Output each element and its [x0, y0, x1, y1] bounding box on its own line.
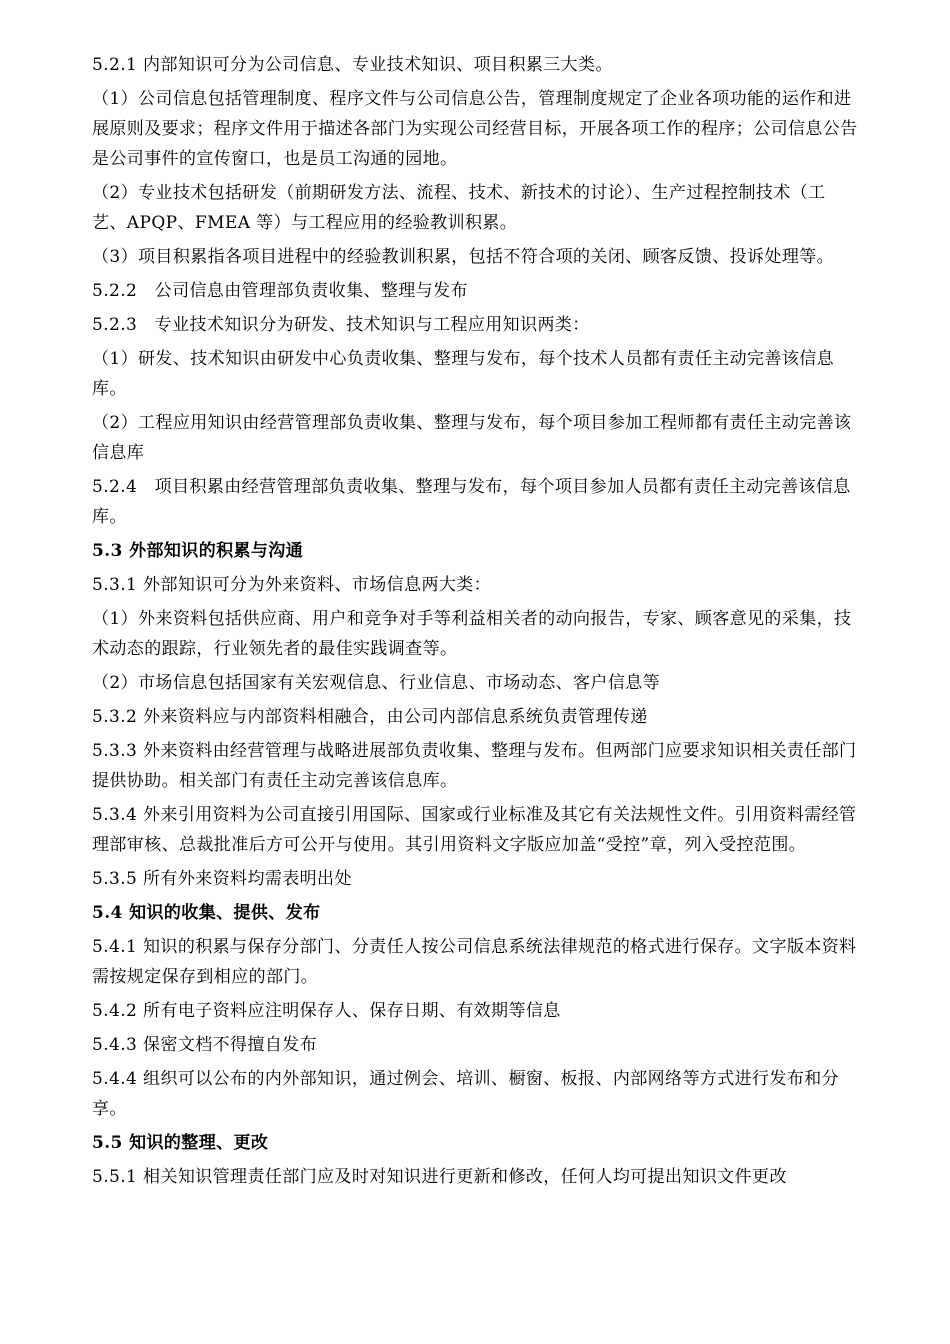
paragraph-5-2-4: 5.2.4 项目积累由经营管理部负责收集、整理与发布，每个项目参加人员都有责任主动完善该信息库。	[92, 477, 851, 527]
paragraph-project-accumulation: （3）项目积累指各项目进程中的经验教训积累，包括不符合项的关闭、顾客反馈、投诉处理等。	[92, 247, 835, 267]
paragraph-5-2-2: 5.2.2 公司信息由管理部负责收集、整理与发布	[92, 281, 468, 301]
paragraph-engineering-knowledge: （2）工程应用知识由经营管理部负责收集、整理与发布，每个项目参加工程师都有责任主动完善该信息库	[92, 413, 852, 463]
paragraph-5-4-3: 5.4.3 保密文档不得擅自发布	[92, 1035, 318, 1055]
paragraph-5-3-2: 5.3.2 外来资料应与内部资料相融合，由公司内部信息系统负责管理传递	[92, 707, 648, 727]
paragraph-5-4-4: 5.4.4 组织可以公布的内外部知识，通过例会、培训、橱窗、板报、内部网络等方式进行发布和分享。	[92, 1069, 840, 1119]
paragraph-5-3-3: 5.3.3 外来资料由经营管理与战略进展部负责收集、整理与发布。但两部门应要求知识相关责任部门提供协助。相关部门有责任主动完善该信息库。	[92, 741, 857, 791]
paragraph-5-2-1: 5.2.1 内部知识可分为公司信息、专业技术知识、项目积累三大类。	[92, 55, 613, 75]
paragraph-5-3-5: 5.3.5 所有外来资料均需表明出处	[92, 869, 352, 889]
section-heading-5-4: 5.4 知识的收集、提供、发布	[92, 903, 321, 923]
paragraph-market-info: （2）市场信息包括国家有关宏观信息、行业信息、市场动态、客户信息等	[92, 673, 661, 693]
paragraph-5-5-1: 5.5.1 相关知识管理责任部门应及时对知识进行更新和修改，任何人均可提出知识文件更改	[92, 1167, 787, 1187]
section-heading-5-3: 5.3 外部知识的积累与沟通	[92, 541, 304, 561]
paragraph-5-4-1: 5.4.1 知识的积累与保存分部门、分责任人按公司信息系统法律规范的格式进行保存。文字版本资料需按规定保存到相应的部门。	[92, 937, 857, 987]
paragraph-5-3-4: 5.3.4 外来引用资料为公司直接引用国际、国家或行业标准及其它有关法规性文件。引用资料需经管理部审核、总裁批准后方可公开与使用。其引用资料文字版应加盖“受控”章，列入受控范围。	[92, 805, 857, 855]
paragraph-5-4-2: 5.4.2 所有电子资料应注明保存人、保存日期、有效期等信息	[92, 1001, 561, 1021]
paragraph-company-info: （1）公司信息包括管理制度、程序文件与公司信息公告，管理制度规定了企业各项功能的运作和进展原则及要求；程序文件用于描述各部门为实现公司经营目标，开展各项工作的程序；公司信息公告是公司事件的宣传窗口，也是员工沟通的园地。	[92, 89, 858, 169]
paragraph-professional-tech: （2）专业技术包括研发（前期研发方法、流程、技术、新技术的讨论）、生产过程控制技术（工艺、APQP、FMEA 等）与工程应用的经验教训积累。	[92, 183, 826, 233]
paragraph-rd-knowledge: （1）研发、技术知识由研发中心负责收集、整理与发布，每个技术人员都有责任主动完善该信息库。	[92, 349, 835, 399]
section-heading-5-5: 5.5 知识的整理、更改	[92, 1133, 269, 1153]
document-page	[92, 50, 860, 1196]
paragraph-5-2-3: 5.2.3 专业技术知识分为研发、技术知识与工程应用知识两类：	[92, 315, 590, 335]
paragraph-external-materials: （1）外来资料包括供应商、用户和竞争对手等利益相关者的动向报告，专家、顾客意见的采集，技术动态的跟踪，行业领先者的最佳实践调查等。	[92, 609, 852, 659]
paragraph-5-3-1: 5.3.1 外部知识可分为外来资料、市场信息两大类：	[92, 575, 492, 595]
